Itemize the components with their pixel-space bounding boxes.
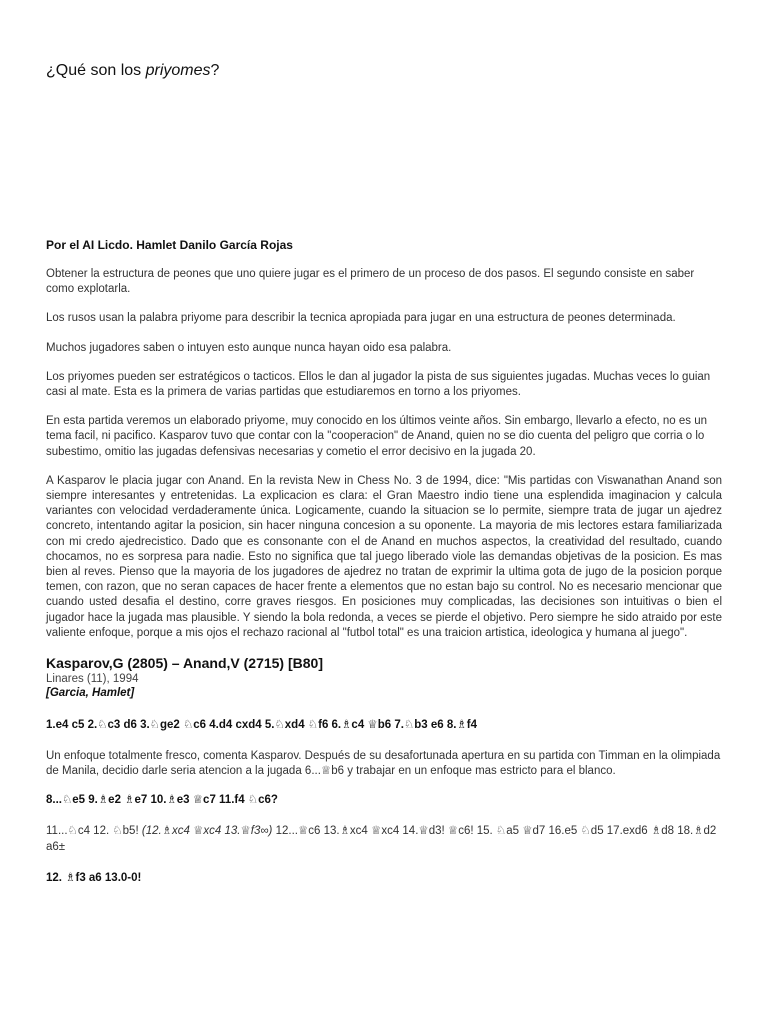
page-title — [46, 62, 219, 80]
move-line: 8...♘e5 9.♗e2 ♗e7 10.♗e3 ♕c7 11.f4 ♘c6? — [46, 794, 278, 807]
game-event: Linares (11), 1994 — [46, 673, 139, 686]
move-line: 12. ♗f3 a6 13.0-0! — [46, 871, 142, 884]
move-line: 1.e4 c5 2.♘c3 d6 3.♘ge2 ♘c6 4.d4 cxd4 5.♘xd4 ♘f6 6.♗c4 ♕b6 7.♘b3 e6 8.♗f4 — [46, 719, 477, 732]
title-suffix: ? — [210, 62, 220, 79]
paragraph: Los rusos usan la palabra priyome para describir la tecnica apropiada para jugar en una estructura de peones determinada. — [46, 312, 676, 325]
paragraph: Obtener la estructura de peones que uno quiere jugar es el primero de un proceso de dos pasos. El segundo consiste en saber como explotarla. — [46, 268, 695, 296]
paragraph: Los priyomes pueden ser estratégicos o tacticos. Ellos le dan al jugador la pista de sus siguientes jugadas. Muchas veces lo guian casi al mate. Esta es la primera de varias partidas que estudiaremos en torno a los priyomes. — [46, 370, 711, 399]
title-emphasis: priyomes — [145, 62, 211, 79]
move-comment: Un enfoque totalmente fresco, comenta Kasparov. Después de su desafortunada apertura en su partida con Timman en la olimpiada de Manila, decidio darle seria atencion a la jugada 6...♕b6 y trabajar en un enfoque mas estricto para el blanco. — [46, 750, 721, 778]
variation-main: 11...♘c4 12. ♘b5! — [46, 825, 142, 838]
paragraph: Muchos jugadores saben o intuyen esto aunque nunca hayan oido esa palabra. — [46, 341, 452, 354]
title-prefix: ¿Qué son los — [46, 62, 146, 79]
paragraph: En esta partida veremos un elaborado priyome, muy conocido en los últimos veinte años. Sin embargo, llevarlo a efecto, no es un tema facil, ni pacifico. Kasparov tuvo que contar con la "cooperacion" de Anand, quien no se dio cuenta del peligro que corria o lo subestimo, omitio las jugadas defensivas necesarias y cometio el error decisivo en la jugada 20. — [46, 415, 707, 458]
paragraph: A Kasparov le placia jugar con Anand. En la revista New in Chess No. 3 de 1994, dice: "Mis partidas con Viswanathan Anand son siempre interesantes y entretenidas. La explicacion es clara: el Gran Maestro indio tiene una esplendida imaginacion y calcula variantes con velocidad verdaderamente única. Logicamente, cuando la situacion se lo permite, siempre trata de jugar un ajedrez concreto, intentando agitar la posicion, sin hacer ninguna concesion a su oponente. La mayoria de mis lectores estara familiarizada con mi credo ajedrecistico. Dado que es consonante con el de Anand en muchos aspectos, la creatividad del resultado, cuando chocamos, no es sorpresa para nadie. Esto no significa que tal juego liberado viole las demandas objetivas de la posicion. Es mas bien al reves. Pienso que la mayoria de los jugadores de ajedrez no tratan de exprimir la ultima gota de jugo de la posicion porque temen, con razon, que no seran capaces de hacer frente a elementos que no estan bajo su control. No es necesario mencionar que cuando usted desafia el destino, corre graves riesgos. En posiciones muy complicadas, las decisiones son intuitivas o bien el jugador hace la jugada mas plausible. Y siendo la bola redonda, a veces se pierde el objetivo. Pero siempre he sido atraido por este valiente enfoque, porque a mis ojos el rechazo racional al "futbol total" es una traicion artistica, ideologica y humana al juego". — [46, 474, 722, 639]
author-line: Por el AI Licdo. Hamlet Danilo García Rojas — [46, 238, 293, 252]
game-annotator: [Garcia, Hamlet] — [46, 687, 135, 700]
variation-sideline: (12.♗xc4 ♕xc4 13.♕f3∞) — [141, 825, 273, 838]
variation-line — [46, 824, 722, 854]
variation-continuation: 12...♕c6 13.♗xc4 ♕xc4 14.♕d3! ♕c6! 15. ♘a5 ♕d7 16.e5 ♘d5 17.exd6 ♗d8 18.♗d2 a6± — [46, 825, 717, 853]
article-body — [46, 267, 722, 902]
game-header: Kasparov,G (2805) – Anand,V (2715) [B80] — [46, 655, 323, 672]
